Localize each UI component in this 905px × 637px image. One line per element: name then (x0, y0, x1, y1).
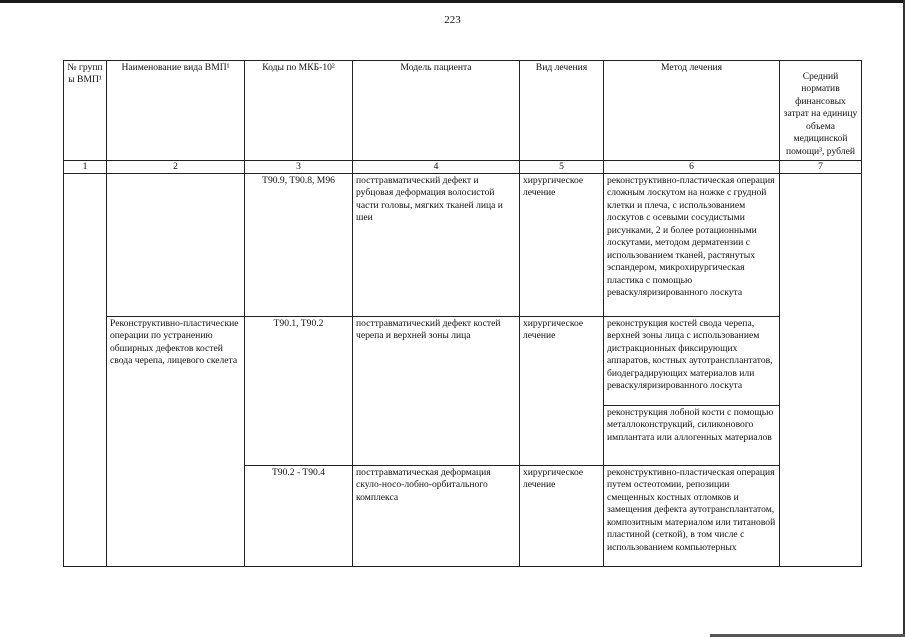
column-number: 2 (107, 161, 245, 174)
table-header (64, 61, 862, 161)
table-row (64, 317, 862, 406)
vmp-table (63, 60, 862, 567)
table-row (64, 174, 862, 317)
column-number: 5 (520, 161, 604, 174)
page-number: 223 (444, 14, 461, 26)
icd-codes-cell: T90.1, T90.2 (245, 317, 353, 466)
treatment-method-cell: реконструкция лобной кости с помощью металлоконструкций, силиконового имплантата или аллогенных материалов (604, 406, 780, 466)
patient-model-cell: посттравматический дефект костей черепа и верхней зоны лица (353, 317, 520, 466)
treatment-method-cell: реконструктивно-пластическая операция путем остеотомии, репозиции смещенных костных отломков и замещения дефекта аутотрансплантатом, композитным материалом или титановой пластиной (сеткой), в том числе с использованием компьютерных (604, 466, 780, 567)
vmp-name-cell (107, 174, 245, 317)
header-group-number: № групп ы ВМП¹ (64, 61, 107, 161)
treatment-method-cell: реконструктивно-пластическая операция сложным лоскутом на ножке с грудной клетки и плеча, с использованием лоскутов с осевыми сосудистыми рисунками, 2 и более ротационными лоскутами, методом дерматензии с использованием тканей, растянутых эспандером, микрохирургическая пластика с помощью реваскуляризированного лоскута (604, 174, 780, 317)
treatment-method-cell: реконструкция костей свода черепа, верхней зоны лица с использованием дистракционных фиксирующих аппаратов, костных аутотрансплантатов, биодеградирующих материалов или реваскуляризированного лоскута (604, 317, 780, 406)
header-cost-standard: Средний норматив финансовых затрат на единицу объема медицинской помощи³, рублей (780, 61, 862, 161)
header-vmp-name: Наименование вида ВМП¹ (107, 61, 245, 161)
header-treatment-method: Метод лечения (604, 61, 780, 161)
treatment-type-cell: хирургическое лечение (520, 317, 604, 466)
column-number: 3 (245, 161, 353, 174)
cost-cell (780, 174, 862, 567)
treatment-type-cell: хирургическое лечение (520, 466, 604, 567)
vmp-name-cell: Реконструктивно-пластические операции по устранению обширных дефектов костей свода черепа, лицевого скелета (107, 317, 245, 567)
patient-model-cell: посттравматическая деформация скуло-носо-лобно-орбитального комплекса (353, 466, 520, 567)
icd-codes-cell: T90.2 - T90.4 (245, 466, 353, 567)
header-patient-model: Модель пациента (353, 61, 520, 161)
column-number: 7 (780, 161, 862, 174)
top-border (0, 0, 905, 3)
column-number: 1 (64, 161, 107, 174)
header-treatment-type: Вид лечения (520, 61, 604, 161)
patient-model-cell: посттравматический дефект и рубцовая деформация волосистой части головы, мягких тканей лица и шеи (353, 174, 520, 317)
group-number-cell (64, 174, 107, 567)
column-number: 4 (353, 161, 520, 174)
column-number-row (64, 161, 862, 174)
icd-codes-cell: T90.9, T90.8, M96 (245, 174, 353, 317)
treatment-type-cell: хирургическое лечение (520, 174, 604, 317)
header-icd-codes: Коды по МКБ-10² (245, 61, 353, 161)
column-number: 6 (604, 161, 780, 174)
